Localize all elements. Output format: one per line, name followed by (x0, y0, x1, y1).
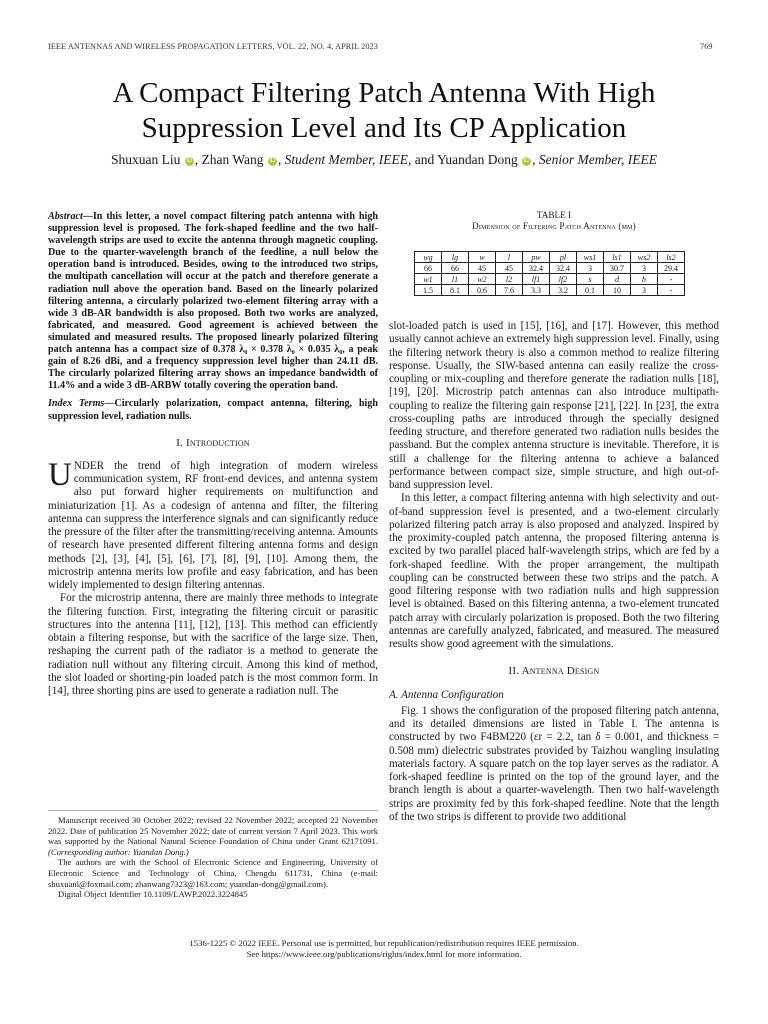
table-cell: lf2 (550, 274, 577, 285)
table-cell: 3 (631, 263, 658, 274)
section-heading-introduction: I. Introduction (176, 436, 250, 449)
author-line (40, 152, 728, 168)
table-caption (389, 210, 719, 232)
table-cell: 32.4 (523, 263, 550, 274)
body-paragraph: slot-loaded patch is used in [15], [16], and [17]. However, this method usually cannot achieve an extremely high suppression level. Finally, using the filtering network theory is also a common method to realize filtering response. Usually, the SIW-based antenna can easily realize the cross-coupling or mix-coupling and therefore generate the radiation nulls [18], [19], [20]. Microstrip patch antennas can also introduce multipath-coupling to realize the filtering gain response [21], [22]. In [23], the extra cross-coupling paths are introduced through the specially designed feeding structure, and therefore generated two radiation nulls besides the passband. But the complex antenna structure is inevitable. Therefore, it is still a challenge for the filtering antenna to achieve a balanced performance between compact size, simple structure, and high out-of-band suppression level. (389, 320, 719, 491)
intro-paragraph: For the microstrip antenna, there are mainly three methods to integrate the filtering function. First, integrating the filtering circuit or parasitic structures into the antenna [11], [12], [13]. This method can efficiently obtain a filtering response, but with the sacrifice of the large size. Then, reshaping the current path of the radiator is a method to generate the radiation null without any filtering circuit. Among this kind of method, the slot loaded or shorting-pin loaded patch is the most common form. In [14], three shorting pins are used to generate a radiation null. The (48, 592, 378, 698)
abstract-label: Abstract (48, 211, 83, 222)
table-row (415, 285, 685, 296)
author-name: , Zhan Wang (194, 152, 264, 167)
orcid-icon[interactable]: iD (269, 158, 276, 164)
abstract-text: —In this letter, a novel compact filtering patch antenna with high suppression level is proposed. The fork-shaped feedline and the two half-wavelength strips are used to excite the antenna through magnetic coupling. Due to the quarter-wavelength branch of the feedline, a null below the operation band is introduced. Besides, owing to the introduced two strips, the multipath cancellation will occur at the patch and therefore generate a radiation null above the operation band. Based on the linearly polarized filtering antenna, a circularly polarized two-element filtering array with a wide 3 dB-AR bandwidth is also proposed. Both two works are analyzed, fabricated, and measured. Good agreement is achieved between the simulated and measured results. The proposed linearly polarized filtering patch antenna has a compact size of 0.378 λ₀ × 0.378 λ₀ × 0.035 λ₀, a peak gain of 8.26 dBi, and a frequency suppression level higher than 24.11 dB. The circularly polarized filtering array shows an impedance bandwidth of 11.4% and a wide 3 dB-ARBW totally covering the operation band. (48, 211, 378, 392)
rights-link[interactable]: See https://www.ieee.org/publications/rights/index.html for more information. (246, 949, 522, 959)
body-paragraph: Fig. 1 shows the configuration of the proposed filtering patch antenna, and its detailed dimensions are listed in Table I. The antenna is constructed by two F4BM220 (εr = 2.2, tan δ = 0.001, and thickness = 0.508 mm) dielectric substrates provided by Taizhou wangling insulating materials factory. A square patch on the top layer serves as the radiator. A fork-shaped feedline is printed on the top of the ground layer, and the branch length is about a quarter-wavelength. Then two half-wavelength strips are proximity fed by this fork-shaped feedline. Note that the length of the two strips is different to provide two additional (389, 704, 719, 823)
table-cell: ws1 (577, 252, 604, 263)
table-cell: w2 (469, 274, 496, 285)
subsection-heading: A. Antenna Configuration (389, 688, 504, 701)
table-cell: 66 (442, 263, 469, 274)
copyright-notice (40, 938, 728, 960)
table-cell: w1 (415, 274, 442, 285)
left-column (48, 211, 378, 698)
table-cell: pl (550, 252, 577, 263)
table-cell: 0.6 (469, 285, 496, 296)
orcid-icon[interactable]: iD (523, 158, 530, 164)
table-title: Dimension of Filtering Patch Antenna (mm) (472, 221, 636, 231)
table-cell: 32.4 (550, 263, 577, 274)
page-number: 769 (700, 42, 713, 51)
table-cell: 3 (577, 263, 604, 274)
intro-paragraph-text: NDER the trend of high integration of modern wireless communication system, RF front-end devices, and antenna system also put forward higher requirements on multifunction and miniaturization [1]. As a codesign of antenna and filter, the filtering antenna can suppress the interference signals and can significantly reduce the pressure of the filter after the transmitting/receiving antenna. Amounts of research have presented different filtering antenna forms and design methods [2], [3], [4], [5], [6], [7], [8], [9], [10]. Among them, the microstrip antenna merits low profile and easy fabrication, and has been widely implemented to design filtering antennas. (48, 459, 378, 592)
paper-title: A Compact Filtering Patch Antenna With High Suppression Level and Its CP Application (112, 77, 656, 144)
table-cell: l2 (496, 274, 523, 285)
table-cell: 0.1 (577, 285, 604, 296)
orcid-icon[interactable]: iD (186, 158, 193, 164)
table-label: TABLE I (536, 210, 572, 220)
footnote-doi: Digital Object Identifier 10.1109/LAWP.2022.3224845 (58, 889, 248, 900)
drop-cap: U (48, 456, 72, 493)
abstract (48, 211, 378, 392)
table-row (415, 274, 685, 285)
table-cell: 7.6 (496, 285, 523, 296)
index-terms (48, 398, 378, 422)
table-cell: pw (523, 252, 550, 263)
table-cell: s (577, 274, 604, 285)
footnote-manuscript (48, 815, 378, 857)
table-row (415, 252, 685, 263)
table-cell: lf1 (523, 274, 550, 285)
body-paragraph: In this letter, a compact filtering antenna with high selectivity and out-of-band suppression level is presented, and a two-element circularly polarized filtering patch array is also proposed and analyzed. Inspired by the proximity-coupled patch antenna, the proposed filtering antenna is excited by two parallel placed half-wavelength strips, which are fed by a fork-shaped feedline. With the proper arrangement, the multipath coupling can be constructed between these two strips and the patch. A good filtering response with two radiation nulls and high suppression level is obtained. Based on this filtering antenna, a two-element truncated patch array with circularly polarization is proposed. Both the two filtering antennas are carefully analyzed, fabricated, and measured. The measured results show good agreement with the simulations. (389, 492, 719, 650)
table-cell: 45 (496, 263, 523, 274)
table-cell: ws2 (631, 252, 658, 263)
table-cell: h (631, 274, 658, 285)
table-cell: ls2 (658, 252, 685, 263)
corresponding-author: (Corresponding author: Yuandan Dong.) (48, 846, 189, 857)
table-cell: l (496, 252, 523, 263)
table-row (415, 263, 685, 274)
author-role: , Student Member, IEEE, (277, 152, 412, 167)
table-cell: 8.1 (442, 285, 469, 296)
table-cell: 29.4 (658, 263, 685, 274)
table-cell: 3.3 (523, 285, 550, 296)
author-name: Shuxuan Liu (111, 152, 181, 167)
table-cell: - (658, 274, 685, 285)
section-heading-antenna-design: II. Antenna Design (508, 665, 600, 678)
index-terms-label: Index Terms (48, 398, 105, 410)
intro-paragraph (48, 456, 378, 593)
copyright-line: 1536-1225 © 2022 IEEE. Personal use is permitted, but republication/redistribution requires IEEE permission. (189, 938, 579, 948)
table-cell: l1 (442, 274, 469, 285)
author-role: , Senior Member, IEEE (532, 152, 657, 167)
table-cell: 3.2 (550, 285, 577, 296)
table-cell: 30.7 (604, 263, 631, 274)
index-terms-text: —Circularly polarization, compact antenna, filtering, high suppression level, radiation nulls. (48, 398, 378, 422)
running-header: IEEE ANTENNAS AND WIRELESS PROPAGATION LETTERS, VOL. 22, NO. 4, APRIL 2023 (48, 42, 378, 51)
right-column (389, 320, 719, 824)
table-cell: 1.5 (415, 285, 442, 296)
table-cell: - (658, 285, 685, 296)
table-cell: w (469, 252, 496, 263)
dimension-table (414, 251, 685, 296)
table-cell: 3 (631, 285, 658, 296)
footnote-affiliation: The authors are with the School of Electronic Science and Engineering, University of Electronic Science and Technology of China, Chengdu 611731, China (e-mail: shuxuanl@foxmail.com; zhanwang7323@163.com; yuandan-dong@gmail.com). (48, 857, 378, 889)
table-cell: lg (442, 252, 469, 263)
table-cell: d (604, 274, 631, 285)
author-name: and Yuandan Dong (411, 152, 518, 167)
footnote (48, 810, 378, 900)
table-cell: 45 (469, 263, 496, 274)
footnote-text: Manuscript received 30 October 2022; revised 22 November 2022; accepted 22 November 2022. Date of publication 25 November 2022; date of current version 7 April 2023. This work was supported by the National Natural Science Foundation of China under Grant 62171091. (48, 815, 378, 847)
table-cell: 10 (604, 285, 631, 296)
table-cell: 66 (415, 263, 442, 274)
table-cell: wg (415, 252, 442, 263)
table-cell: ls1 (604, 252, 631, 263)
